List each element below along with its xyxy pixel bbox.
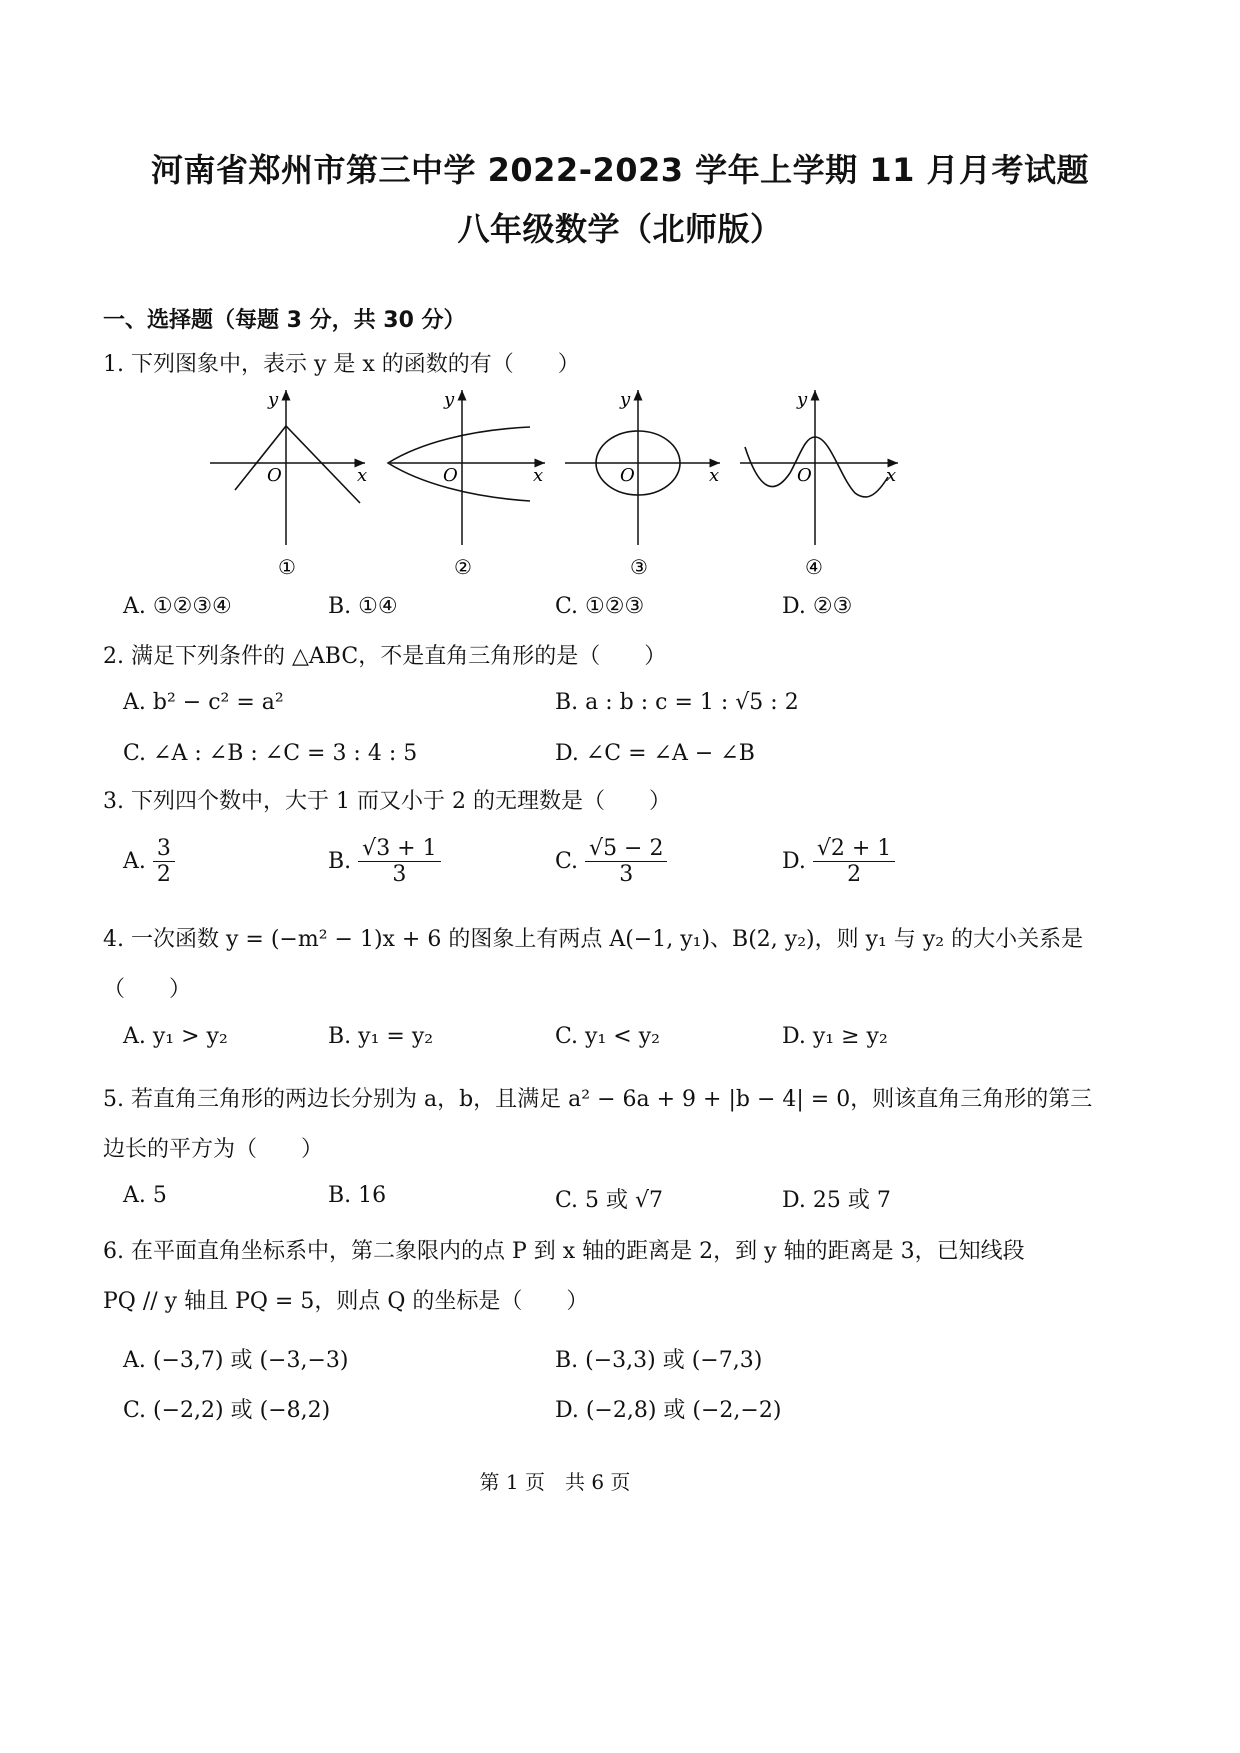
q3-option-b-denominator: 3 xyxy=(392,862,407,888)
q3-option-a-fraction xyxy=(153,836,175,888)
q3-option-b[interactable] xyxy=(328,836,441,888)
q3-option-b-numerator: √3 + 1 xyxy=(358,836,440,862)
q3-option-b-letter: B. xyxy=(328,848,352,874)
question-5-stem: 5. 若直角三角形的两边长分别为 a，b，且满足 a² − 6a + 9 + |b − 4| = 0，则该直角三角形的第三 xyxy=(103,1087,1093,1112)
q3-option-a-numerator: 3 xyxy=(153,836,175,862)
q5-option-b[interactable]: B. 16 xyxy=(328,1183,387,1208)
q3-option-c-numerator: √5 − 2 xyxy=(585,836,667,862)
figure-4-graph xyxy=(740,389,898,545)
q6-option-a[interactable]: A. (−3,7) 或 (−3,−3) xyxy=(123,1348,349,1373)
q1-option-c[interactable]: C. ①②③ xyxy=(555,594,645,619)
question-1-stem: 1. 下列图象中，表示 y 是 x 的函数的有（ ） xyxy=(103,352,580,377)
page-title: 河南省郑州市第三中学 2022-2023 学年上学期 11 月月考试题 xyxy=(150,151,1089,189)
q3-option-c-fraction xyxy=(585,836,667,888)
q4-option-b[interactable]: B. y₁ = y₂ xyxy=(328,1024,434,1049)
question-4-stem-cont: （ ） xyxy=(103,977,192,1002)
figure-1-x-label: x xyxy=(357,465,368,486)
figure-2-number: ② xyxy=(454,555,472,579)
figure-3-graph xyxy=(565,389,720,545)
question-6-stem: 6. 在平面直角坐标系中，第二象限内的点 P 到 x 轴的距离是 2，到 y 轴的距离是 3，已知线段 xyxy=(103,1239,1025,1264)
q3-option-d[interactable] xyxy=(782,836,895,888)
q6-option-c[interactable]: C. (−2,2) 或 (−8,2) xyxy=(123,1398,331,1423)
question-6-stem-cont: PQ // y 轴且 PQ = 5，则点 Q 的坐标是（ ） xyxy=(103,1289,589,1314)
q3-option-c-denominator: 3 xyxy=(619,862,634,888)
section-heading: 一、选择题（每题 3 分，共 30 分） xyxy=(103,308,466,333)
question-5-stem-cont: 边长的平方为（ ） xyxy=(103,1137,324,1162)
figure-1-graph xyxy=(210,389,367,545)
q6-option-d[interactable]: D. (−2,8) 或 (−2,−2) xyxy=(555,1398,782,1423)
q1-option-a[interactable]: A. ①②③④ xyxy=(123,594,232,619)
figure-2-graph xyxy=(388,389,545,545)
q4-option-d[interactable]: D. y₁ ≥ y₂ xyxy=(782,1024,888,1049)
q2-option-d[interactable]: D. ∠C = ∠A − ∠B xyxy=(555,741,755,766)
figure-4-x-label: x xyxy=(886,465,897,486)
q3-option-d-numerator: √2 + 1 xyxy=(813,836,895,862)
figure-4-number: ④ xyxy=(805,555,823,579)
q3-option-a-denominator: 2 xyxy=(156,862,171,888)
q3-option-d-fraction xyxy=(813,836,895,888)
figure-1-y-label: y xyxy=(268,389,279,410)
q3-option-d-letter: D. xyxy=(782,848,806,874)
figure-1-number: ① xyxy=(278,555,296,579)
page-number: 第 1 页 共 6 页 xyxy=(479,1470,631,1494)
q5-option-a[interactable]: A. 5 xyxy=(123,1183,167,1208)
figure-3-origin-label: O xyxy=(620,465,635,486)
q3-option-a-letter: A. xyxy=(123,848,146,874)
figure-3-number: ③ xyxy=(630,555,648,579)
q3-option-a[interactable] xyxy=(123,836,175,888)
q4-option-a[interactable]: A. y₁ > y₂ xyxy=(123,1024,228,1049)
figure-2-x-label: x xyxy=(533,465,544,486)
figure-2-origin-label: O xyxy=(443,465,458,486)
figure-3-y-label: y xyxy=(620,389,631,410)
q3-option-c[interactable] xyxy=(555,836,667,888)
q3-option-c-letter: C. xyxy=(555,848,579,874)
q3-option-b-fraction xyxy=(358,836,440,888)
figure-2-y-label: y xyxy=(444,389,455,410)
q2-option-b[interactable]: B. a : b : c = 1 : √5 : 2 xyxy=(555,690,799,715)
q2-option-a[interactable]: A. b² − c² = a² xyxy=(123,690,284,715)
q5-option-c[interactable]: C. 5 或 √7 xyxy=(555,1188,664,1213)
question-3-stem: 3. 下列四个数中，大于 1 而又小于 2 的无理数是（ ） xyxy=(103,789,671,814)
figure-3-x-label: x xyxy=(709,465,720,486)
q1-option-d[interactable]: D. ②③ xyxy=(782,594,853,619)
q5-option-d[interactable]: D. 25 或 7 xyxy=(782,1188,891,1213)
q6-option-b[interactable]: B. (−3,3) 或 (−7,3) xyxy=(555,1348,763,1373)
question-4-stem: 4. 一次函数 y = (−m² − 1)x + 6 的图象上有两点 A(−1, y₁)、B(2, y₂)，则 y₁ 与 y₂ 的大小关系是 xyxy=(103,927,1084,952)
question-2-stem: 2. 满足下列条件的 △ABC，不是直角三角形的是（ ） xyxy=(103,644,667,669)
figure-4-origin-label: O xyxy=(797,465,812,486)
q2-option-c[interactable]: C. ∠A : ∠B : ∠C = 3 : 4 : 5 xyxy=(123,741,418,766)
question-1-figures xyxy=(200,385,920,585)
page-subtitle: 八年级数学（北师版） xyxy=(457,210,783,248)
q1-option-b[interactable]: B. ①④ xyxy=(328,594,398,619)
figure-1-origin-label: O xyxy=(267,465,282,486)
figure-4-y-label: y xyxy=(797,389,808,410)
q4-option-c[interactable]: C. y₁ < y₂ xyxy=(555,1024,660,1049)
q3-option-d-denominator: 2 xyxy=(847,862,862,888)
